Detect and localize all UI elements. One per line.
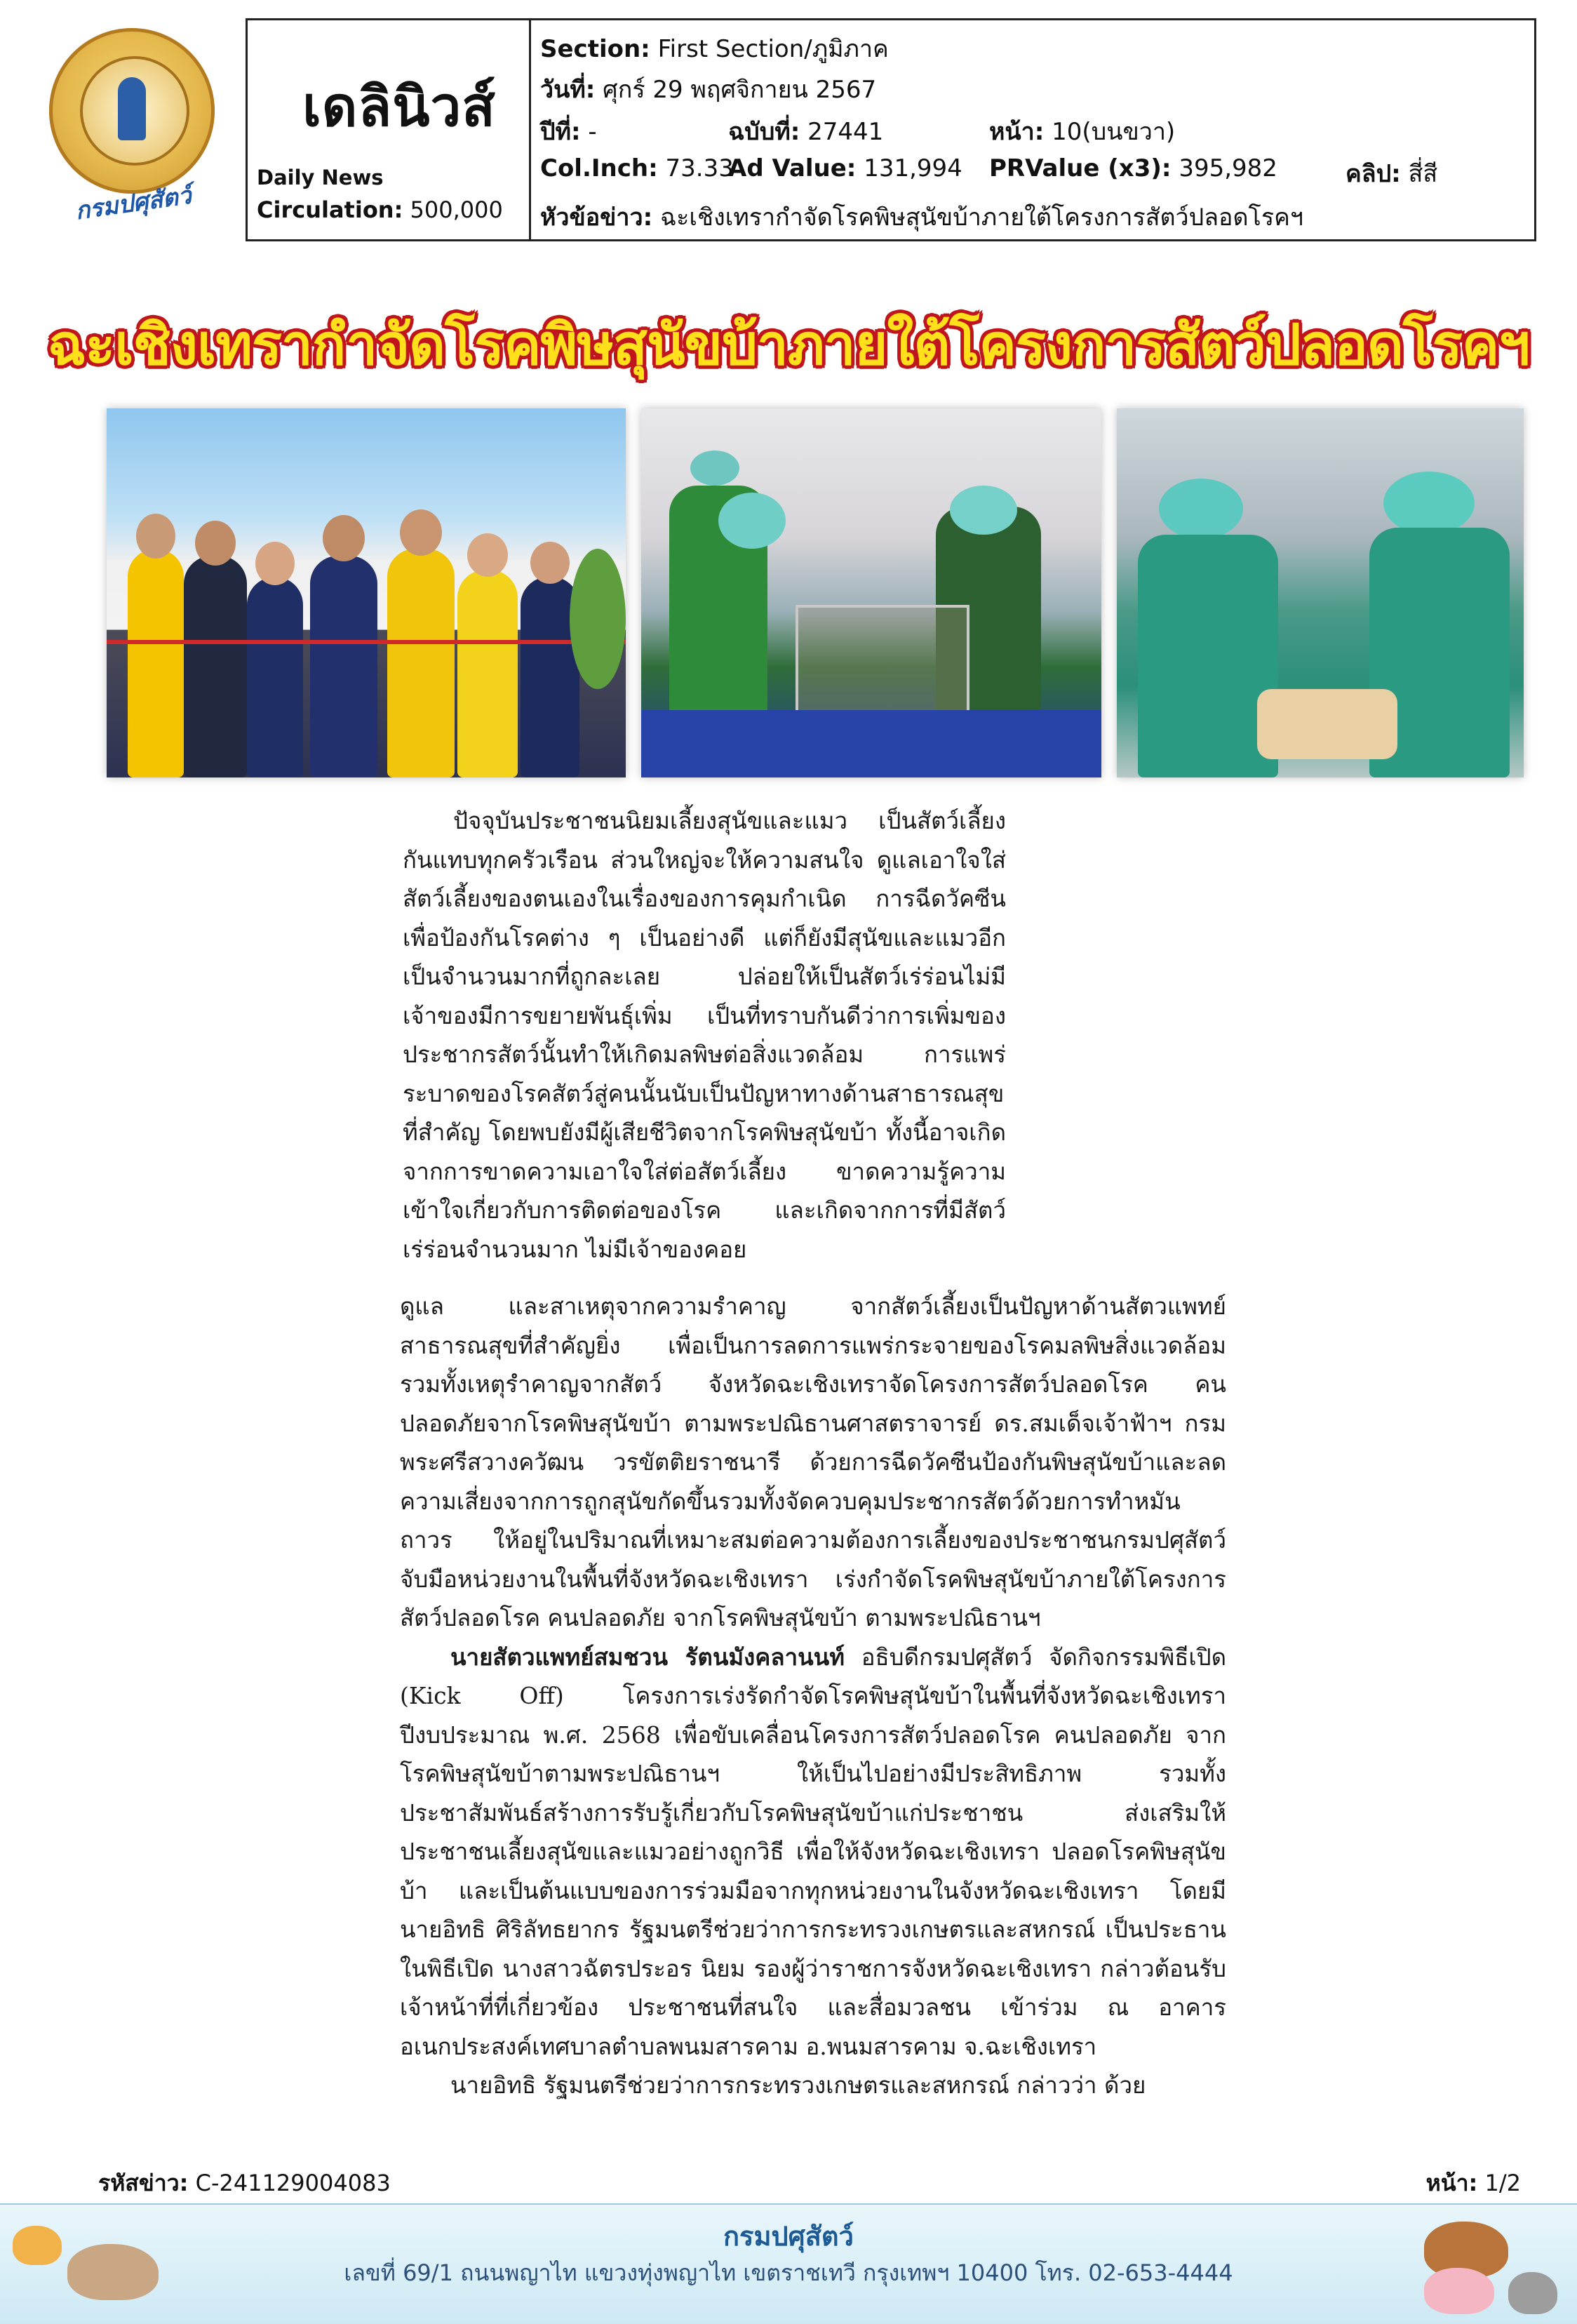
- article-paragraph: ปัจจุบันประชาชนนิยมเลี้ยงสุนัขและแมว เป็นสัตว์เลี้ยงกันแทบทุกครัวเรือน ส่วนใหญ่จะให้ความสนใจ ดูแลเอาใจใส่สัตว์เลี้ยงของตนเองในเรื่องของการคุมกำเนิด การฉีดวัคซีน เพื่อป้องกันโรคต่าง ๆ เป็นอย่างดี แต่ก็ยังมีสุนัขและแมวอีกเป็นจำนวนมากที่ถูกละเลย ปล่อยให้เป็นสัตว์เร่ร่อนไม่มีเจ้าของมีการขยายพันธุ์เพิ่ม เป็นที่ทราบกันดีว่าการเพิ่มของประชากรสัตว์นั้นทำให้เกิดมลพิษต่อสิ่งแวดล้อม การแพร่ระบาดของโรคสัตว์สู่คนนั้นนับเป็นปัญหาทางด้านสาธารณสุขที่สำคัญ โดยพบยังมีผู้เสียชีวิตจากโรคพิษสุนัขบ้า ทั้งนี้อาจเกิดจากการขาดความเอาใจใส่ต่อสัตว์เลี้ยง ขาดความรู้ความเข้าใจเกี่ยวกับการติดต่อของโรค และเกิดจากการที่มีสัตว์เร่ร่อนจำนวนมาก ไม่มีเจ้าของคอย: [403, 807, 1006, 1263]
- section-value: First Section/ภูมิภาค: [657, 35, 889, 63]
- date-field: [540, 70, 876, 108]
- footer-address: เลขที่ 69/1 ถนนพญาไท แขวงทุ่งพญาไท เขตราชเทวี กรุงเทพฯ 10400 โทร. 02-653-4444: [344, 2259, 1233, 2286]
- article-paragraph: ดูแล และสาเหตุจากความรำคาญ จากสัตว์เลี้ยงเป็นปัญหาด้านสัตวแพทย์สาธารณสุขที่สำคัญยิ่ง เพื่อเป็นการลดการแพร่กระจายของโรคมลพิษสิ่งแวดล้อม รวมทั้งเหตุรำคาญจากสัตว์ จังหวัดฉะเชิงเทราจัดโครงการสัตว์ปลอดโรค คนปลอดภัยจากโรคพิษสุนัขบ้า ตามพระปณิธานศาสตราจารย์ ดร.สมเด็จเจ้าฟ้าฯ กรมพระศรีสวางควัฒน วรขัตติยราชนารี ด้วยการฉีดวัคซีนป้องกันพิษสุนัขบ้าและลดความเสี่ยงจากการถูกสุนัขกัดขึ้นรวมทั้งจัดควบคุมประชากรสัตว์ด้วยการทำหมันถาวร ให้อยู่ในปริมาณที่เหมาะสมต่อความต้องการเลี้ยงของประชาชนกรมปศุสัตว์ จับมือหน่วยงานในพื้นที่จังหวัดฉะเชิงเทรา เร่งกำจัดโรคพิษสุนัขบ้าภายใต้โครงการสัตว์ปลอดโรค คนปลอดภัย จากโรคพิษสุนัขบ้า ตามพระปณิธานฯ: [400, 1293, 1226, 1631]
- date-label: วันที่:: [540, 76, 596, 104]
- article-headline: ฉะเชิงเทรากำจัดโรคพิษสุนัขบ้าภายใต้โครงการสัตว์ปลอดโรคฯ: [47, 312, 1530, 378]
- publication-english-name: Daily News: [257, 166, 384, 189]
- photo-surgery-room: [1117, 408, 1524, 777]
- page-number-value: 1/2: [1484, 2170, 1521, 2196]
- article-paragraph: [400, 1638, 1226, 2066]
- photo-ribbon-cutting: [107, 408, 626, 777]
- circulation-label: Circulation:: [257, 196, 403, 223]
- publication-name: เดลินิวส์: [302, 76, 496, 139]
- photo-vaccination-cage: [641, 408, 1101, 777]
- pr-value-value: 395,982: [1179, 154, 1277, 182]
- page-label: หน้า:: [989, 118, 1045, 146]
- date-value: ศุกร์ 29 พฤศจิกายน 2567: [603, 76, 877, 104]
- colinch-value: 73.33: [665, 154, 734, 182]
- colinch-label: Col.Inch:: [540, 154, 658, 182]
- footer-org-name: กรมปศุสัตว์: [723, 2221, 854, 2252]
- logo-caption: กรมปศุสัตว์: [73, 181, 194, 226]
- article-column-top: [403, 801, 1006, 1269]
- issue-value: 27441: [807, 118, 884, 146]
- colinch-field: [540, 154, 734, 182]
- article-lead-name: นายสัตวแพทย์สมชวน รัตนมังคลานนท์: [450, 1643, 845, 1671]
- clip-field: [1346, 154, 1437, 192]
- article-column-main: [400, 1287, 1226, 2105]
- logo-deity-icon: [118, 77, 146, 140]
- circulation: [257, 196, 503, 223]
- circulation-value: 500,000: [410, 196, 503, 223]
- ad-value-label: Ad Value:: [728, 154, 857, 182]
- header-divider: [529, 18, 531, 241]
- article-text: อธิบดีกรมปศุสัตว์ จัดกิจกรรมพิธีเปิด (Kick Off) โครงการเร่งรัดกำจัดโรคพิษสุนัขบ้าในพื้นที่จังหวัดฉะเชิงเทรา ปีงบประมาณ พ.ศ. 2568 เพื่อขับเคลื่อนโครงการสัตว์ปลอดโรค คนปลอดภัย จากโรคพิษสุนัขบ้าตามพระปณิธานฯ ให้เป็นไปอย่างมีประสิทธิภาพ รวมทั้งประชาสัมพันธ์สร้างการรับรู้เกี่ยวกับโรคพิษสุนัขบ้าแก่ประชาชน ส่งเสริมให้ประชาชนเลี้ยงสุนัขและแมวอย่างถูกวิธี เพื่อให้จังหวัดฉะเชิงเทรา ปลอดโรคพิษสุนัขบ้า และเป็นต้นแบบของการร่วมมือจากทุกหน่วยงานในจังหวัดฉะเชิงเทรา โดยมี นายอิทธิ ศิริลัทธยากร รัฐมนตรีช่วยว่าการกระทรวงเกษตรและสหกรณ์ เป็นประธานในพิธีเปิด นางสาวฉัตรประอร นิยม รองผู้ว่าราชการจังหวัดฉะเชิงเทรา กล่าวต้อนรับ เจ้าหน้าที่ที่เกี่ยวข้อง ประชาชนที่สนใจ และสื่อมวลชน เข้าร่วม ณ อาคารอเนกประสงค์เทศบาลตำบลพนมสารคาม อ.พนมสารคาม จ.ฉะเชิงเทรา: [400, 1643, 1226, 2060]
- ad-value-value: 131,994: [864, 154, 962, 182]
- page-number-label: หน้า:: [1425, 2170, 1478, 2196]
- year-label: ปีที่:: [540, 118, 581, 146]
- page-number: [1426, 2165, 1521, 2201]
- topic-label: หัวข้อข่าว:: [540, 203, 653, 232]
- ad-value-field: [728, 154, 962, 182]
- issue-field: [728, 112, 883, 150]
- issue-label: ฉบับที่:: [728, 118, 800, 146]
- page-value: 10(บนขวา): [1052, 118, 1176, 146]
- news-code: [98, 2165, 391, 2201]
- page-field: [989, 112, 1175, 150]
- section-field: [540, 29, 889, 67]
- pr-value-field: [989, 154, 1277, 182]
- clip-label: คลิป:: [1346, 160, 1401, 188]
- news-code-value: C-241129004083: [195, 2170, 391, 2196]
- department-logo: [49, 28, 215, 194]
- section-label: Section:: [540, 35, 650, 63]
- topic-field: [540, 198, 1303, 236]
- clip-value: สี่สี: [1408, 160, 1438, 188]
- topic-value: ฉะเชิงเทรากำจัดโรคพิษสุนัขบ้าภายใต้โครงการสัตว์ปลอดโรคฯ: [660, 203, 1303, 232]
- news-code-label: รหัสข่าว:: [98, 2170, 189, 2196]
- article-paragraph: นายอิทธิ รัฐมนตรีช่วยว่าการกระทรวงเกษตรและสหกรณ์ กล่าวว่า ด้วย: [450, 2071, 1146, 2099]
- year-field: [540, 112, 597, 150]
- pr-value-label: PRValue (x3):: [989, 154, 1172, 182]
- year-value: -: [588, 118, 597, 146]
